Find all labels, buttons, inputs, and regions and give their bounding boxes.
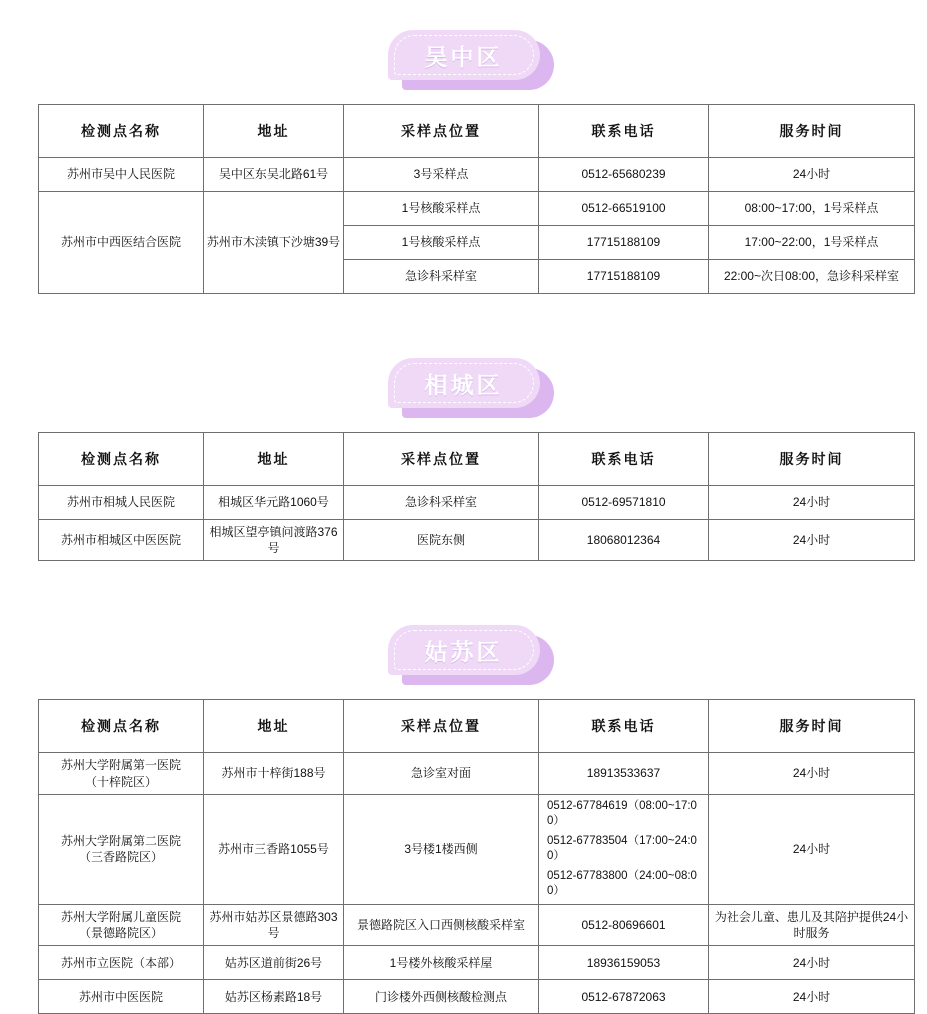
column-header-phone: 联系电话 <box>539 433 709 486</box>
cell-hours: 24小时 <box>709 158 915 192</box>
table-body <box>39 158 915 294</box>
table-container <box>0 432 927 561</box>
table-header-row <box>39 700 915 753</box>
section-xiangcheng <box>0 294 927 561</box>
cell-location: 门诊楼外西侧核酸检测点 <box>344 980 539 1014</box>
section-title: 吴中区 <box>424 43 503 70</box>
cell-address: 苏州市三香路1055号 <box>204 794 344 904</box>
column-header-name: 检测点名称 <box>39 105 204 158</box>
cell-address: 苏州市木渎镇下沙塘39号 <box>204 192 344 294</box>
column-header-phone: 联系电话 <box>539 700 709 753</box>
cell-location: 3号楼1楼西侧 <box>344 794 539 904</box>
cell-location: 1号楼外核酸采样屋 <box>344 946 539 980</box>
cell-address: 相城区华元路1060号 <box>204 486 344 520</box>
section-wuzhong <box>0 0 927 294</box>
table-container <box>0 699 927 1014</box>
table-row <box>39 946 915 980</box>
column-header-phone: 联系电话 <box>539 105 709 158</box>
table-row <box>39 794 915 904</box>
table-body <box>39 486 915 561</box>
section-badge <box>388 30 540 80</box>
column-header-hours: 服务时间 <box>709 700 915 753</box>
cell-name: 苏州大学附属第二医院 （三香路院区） <box>39 794 204 904</box>
cell-location: 急诊室对面 <box>344 753 539 794</box>
phone-line: 0512-67783800（24:00~08:00） <box>547 869 697 898</box>
cell-address: 姑苏区杨素路18号 <box>204 980 344 1014</box>
column-header-hours: 服务时间 <box>709 105 915 158</box>
cell-name: 苏州市立医院（本部） <box>39 946 204 980</box>
cell-name: 苏州市相城区中医医院 <box>39 520 204 561</box>
table-row <box>39 904 915 945</box>
column-header-location: 采样点位置 <box>344 433 539 486</box>
cell-address: 姑苏区道前街26号 <box>204 946 344 980</box>
cell-hours: 24小时 <box>709 486 915 520</box>
section-badge-wrapper <box>0 358 927 408</box>
badge-body <box>388 30 540 80</box>
table-row <box>39 520 915 561</box>
cell-hours: 24小时 <box>709 753 915 794</box>
column-header-location: 采样点位置 <box>344 105 539 158</box>
cell-location: 急诊科采样室 <box>344 486 539 520</box>
cell-address: 苏州市十梓街188号 <box>204 753 344 794</box>
cell-hours: 24小时 <box>709 980 915 1014</box>
table-row <box>39 980 915 1014</box>
cell-hours: 22:00~次日08:00，急诊科采样室 <box>709 260 915 294</box>
cell-name: 苏州市相城人民医院 <box>39 486 204 520</box>
table-header-row <box>39 433 915 486</box>
phone-line: 0512-67783504（17:00~24:00） <box>547 834 697 863</box>
column-header-name: 检测点名称 <box>39 700 204 753</box>
cell-location: 1号核酸采样点 <box>344 226 539 260</box>
column-header-name: 检测点名称 <box>39 433 204 486</box>
cell-phone: 0512-66519100 <box>539 192 709 226</box>
column-header-hours: 服务时间 <box>709 433 915 486</box>
section-gusu <box>0 561 927 1014</box>
cell-phone <box>539 794 709 904</box>
cell-phone: 17715188109 <box>539 260 709 294</box>
badge-body <box>388 625 540 675</box>
section-badge <box>388 625 540 675</box>
cell-hours: 08:00~17:00，1号采样点 <box>709 192 915 226</box>
cell-name: 苏州市中西医结合医院 <box>39 192 204 294</box>
testing-sites-table <box>38 699 915 1014</box>
section-title: 姑苏区 <box>424 638 503 665</box>
cell-name: 苏州大学附属第一医院 （十梓院区） <box>39 753 204 794</box>
cell-hours: 24小时 <box>709 794 915 904</box>
column-header-address: 地址 <box>204 700 344 753</box>
cell-hours: 24小时 <box>709 520 915 561</box>
testing-sites-table <box>38 432 915 561</box>
table-row <box>39 486 915 520</box>
cell-address: 相城区望亭镇问渡路376号 <box>204 520 344 561</box>
cell-hours: 24小时 <box>709 946 915 980</box>
cell-phone: 0512-65680239 <box>539 158 709 192</box>
table-header-row <box>39 105 915 158</box>
cell-phone: 0512-67872063 <box>539 980 709 1014</box>
cell-location: 景德路院区入口西侧核酸采样室 <box>344 904 539 945</box>
column-header-location: 采样点位置 <box>344 700 539 753</box>
table-header <box>39 105 915 158</box>
cell-address: 吴中区东吴北路61号 <box>204 158 344 192</box>
cell-phone: 18936159053 <box>539 946 709 980</box>
phone-line: 0512-67784619（08:00~17:00） <box>547 799 697 828</box>
cell-phone: 17715188109 <box>539 226 709 260</box>
cell-hours: 为社会儿童、患儿及其陪护提供24小时服务 <box>709 904 915 945</box>
cell-hours: 17:00~22:00，1号采样点 <box>709 226 915 260</box>
cell-location: 医院东侧 <box>344 520 539 561</box>
cell-location: 3号采样点 <box>344 158 539 192</box>
table-container <box>0 104 927 294</box>
cell-name: 苏州市中医医院 <box>39 980 204 1014</box>
section-badge-wrapper <box>0 625 927 675</box>
section-title: 相城区 <box>424 371 503 398</box>
table-row <box>39 158 915 192</box>
table-row <box>39 192 915 226</box>
section-badge-wrapper <box>0 30 927 80</box>
cell-location: 1号核酸采样点 <box>344 192 539 226</box>
table-header <box>39 433 915 486</box>
column-header-address: 地址 <box>204 105 344 158</box>
testing-sites-table <box>38 104 915 294</box>
badge-body <box>388 358 540 408</box>
column-header-address: 地址 <box>204 433 344 486</box>
cell-address: 苏州市姑苏区景德路303号 <box>204 904 344 945</box>
cell-name: 苏州市吴中人民医院 <box>39 158 204 192</box>
cell-phone: 18068012364 <box>539 520 709 561</box>
table-header <box>39 700 915 753</box>
table-body <box>39 753 915 1014</box>
cell-phone: 18913533637 <box>539 753 709 794</box>
cell-name: 苏州大学附属儿童医院 （景德路院区） <box>39 904 204 945</box>
section-badge <box>388 358 540 408</box>
cell-phone: 0512-80696601 <box>539 904 709 945</box>
table-row <box>39 753 915 794</box>
cell-phone: 0512-69571810 <box>539 486 709 520</box>
cell-location: 急诊科采样室 <box>344 260 539 294</box>
